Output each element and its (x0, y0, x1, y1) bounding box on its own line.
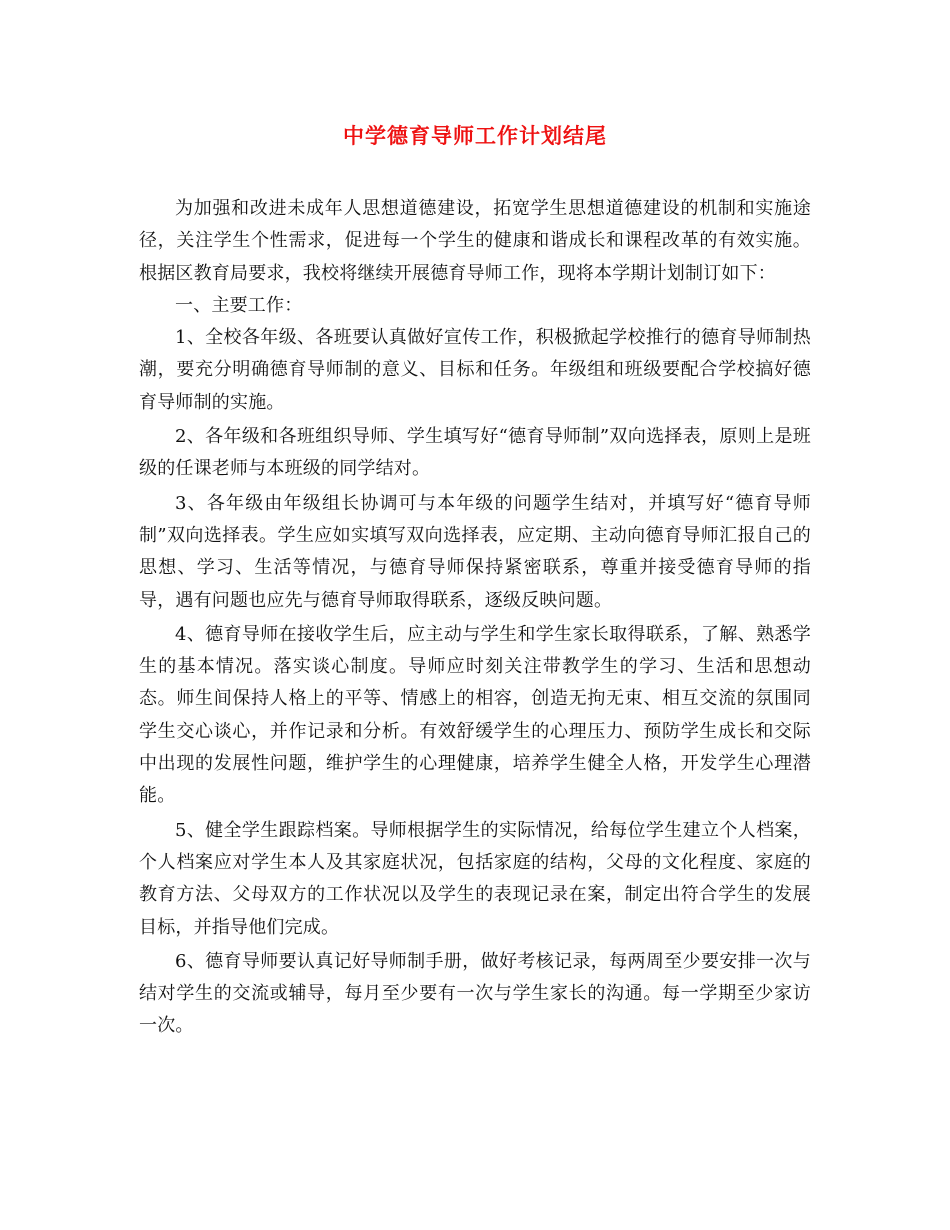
document-body (139, 193, 811, 1043)
item-paragraph-6: 6、德育导师要认真记好导师制手册，做好考核记录，每两周至少要安排一次与结对学生的交流或辅导，每月至少要有一次与学生家长的沟通。每一学期至少家访一次。 (139, 950, 811, 1037)
item-paragraph-2: 2、各年级和各班组织导师、学生填写好“德育导师制”双向选择表，原则上是班级的任课老师与本班级的同学结对。 (139, 426, 811, 480)
item-paragraph-5: 5、健全学生跟踪档案。导师根据学生的实际情况，给每位学生建立个人档案，个人档案应对学生本人及其家庭状况，包括家庭的结构，父母的文化程度、家庭的教育方法、父母双方的工作状况以及学生的表现记录在案，制定出符合学生的发展目标，并指导他们完成。 (139, 819, 811, 938)
item-paragraph-1: 1、全校各年级、各班要认真做好宣传工作，积极掀起学校推行的德育导师制热潮，要充分明确德育导师制的意义、目标和任务。年级组和班级要配合学校搞好德育导师制的实施。 (139, 327, 811, 413)
section-heading: 一、主要工作： (175, 294, 303, 316)
item-paragraph-4: 4、德育导师在接收学生后，应主动与学生和学生家长取得联系，了解、熟悉学生的基本情况。落实谈心制度。导师应时刻关注带教学生的学习、生活和思想动态。师生间保持人格上的平等、情感上的相容，创造无拘无束、相互交流的氛围同学生交心谈心，并作记录和分析。有效舒缓学生的心理压力、预防学生成长和交际中出现的发展性问题，维护学生的心理健康，培养学生健全人格，开发学生心理潜能。 (139, 623, 811, 807)
document-title: 中学德育导师工作计划结尾 (343, 123, 607, 148)
intro-paragraph: 为加强和改进未成年人思想道德建设，拓宽学生思想道德建设的机制和实施途径，关注学生个性需求，促进每一个学生的健康和谐成长和课程改革的有效实施。根据区教育局要求，我校将继续开展德育导师工作，现将本学期计划制订如下： (139, 198, 811, 284)
item-paragraph-3: 3、各年级由年级组长协调可与本年级的问题学生结对，并填写好“德育导师制”双向选择表。学生应如实填写双向选择表，应定期、主动向德育导师汇报自己的思想、学习、生活等情况，与德育导师保持紧密联系，尊重并接受德育导师的指导，遇有问题也应先与德育导师取得联系，逐级反映问题。 (139, 492, 811, 611)
